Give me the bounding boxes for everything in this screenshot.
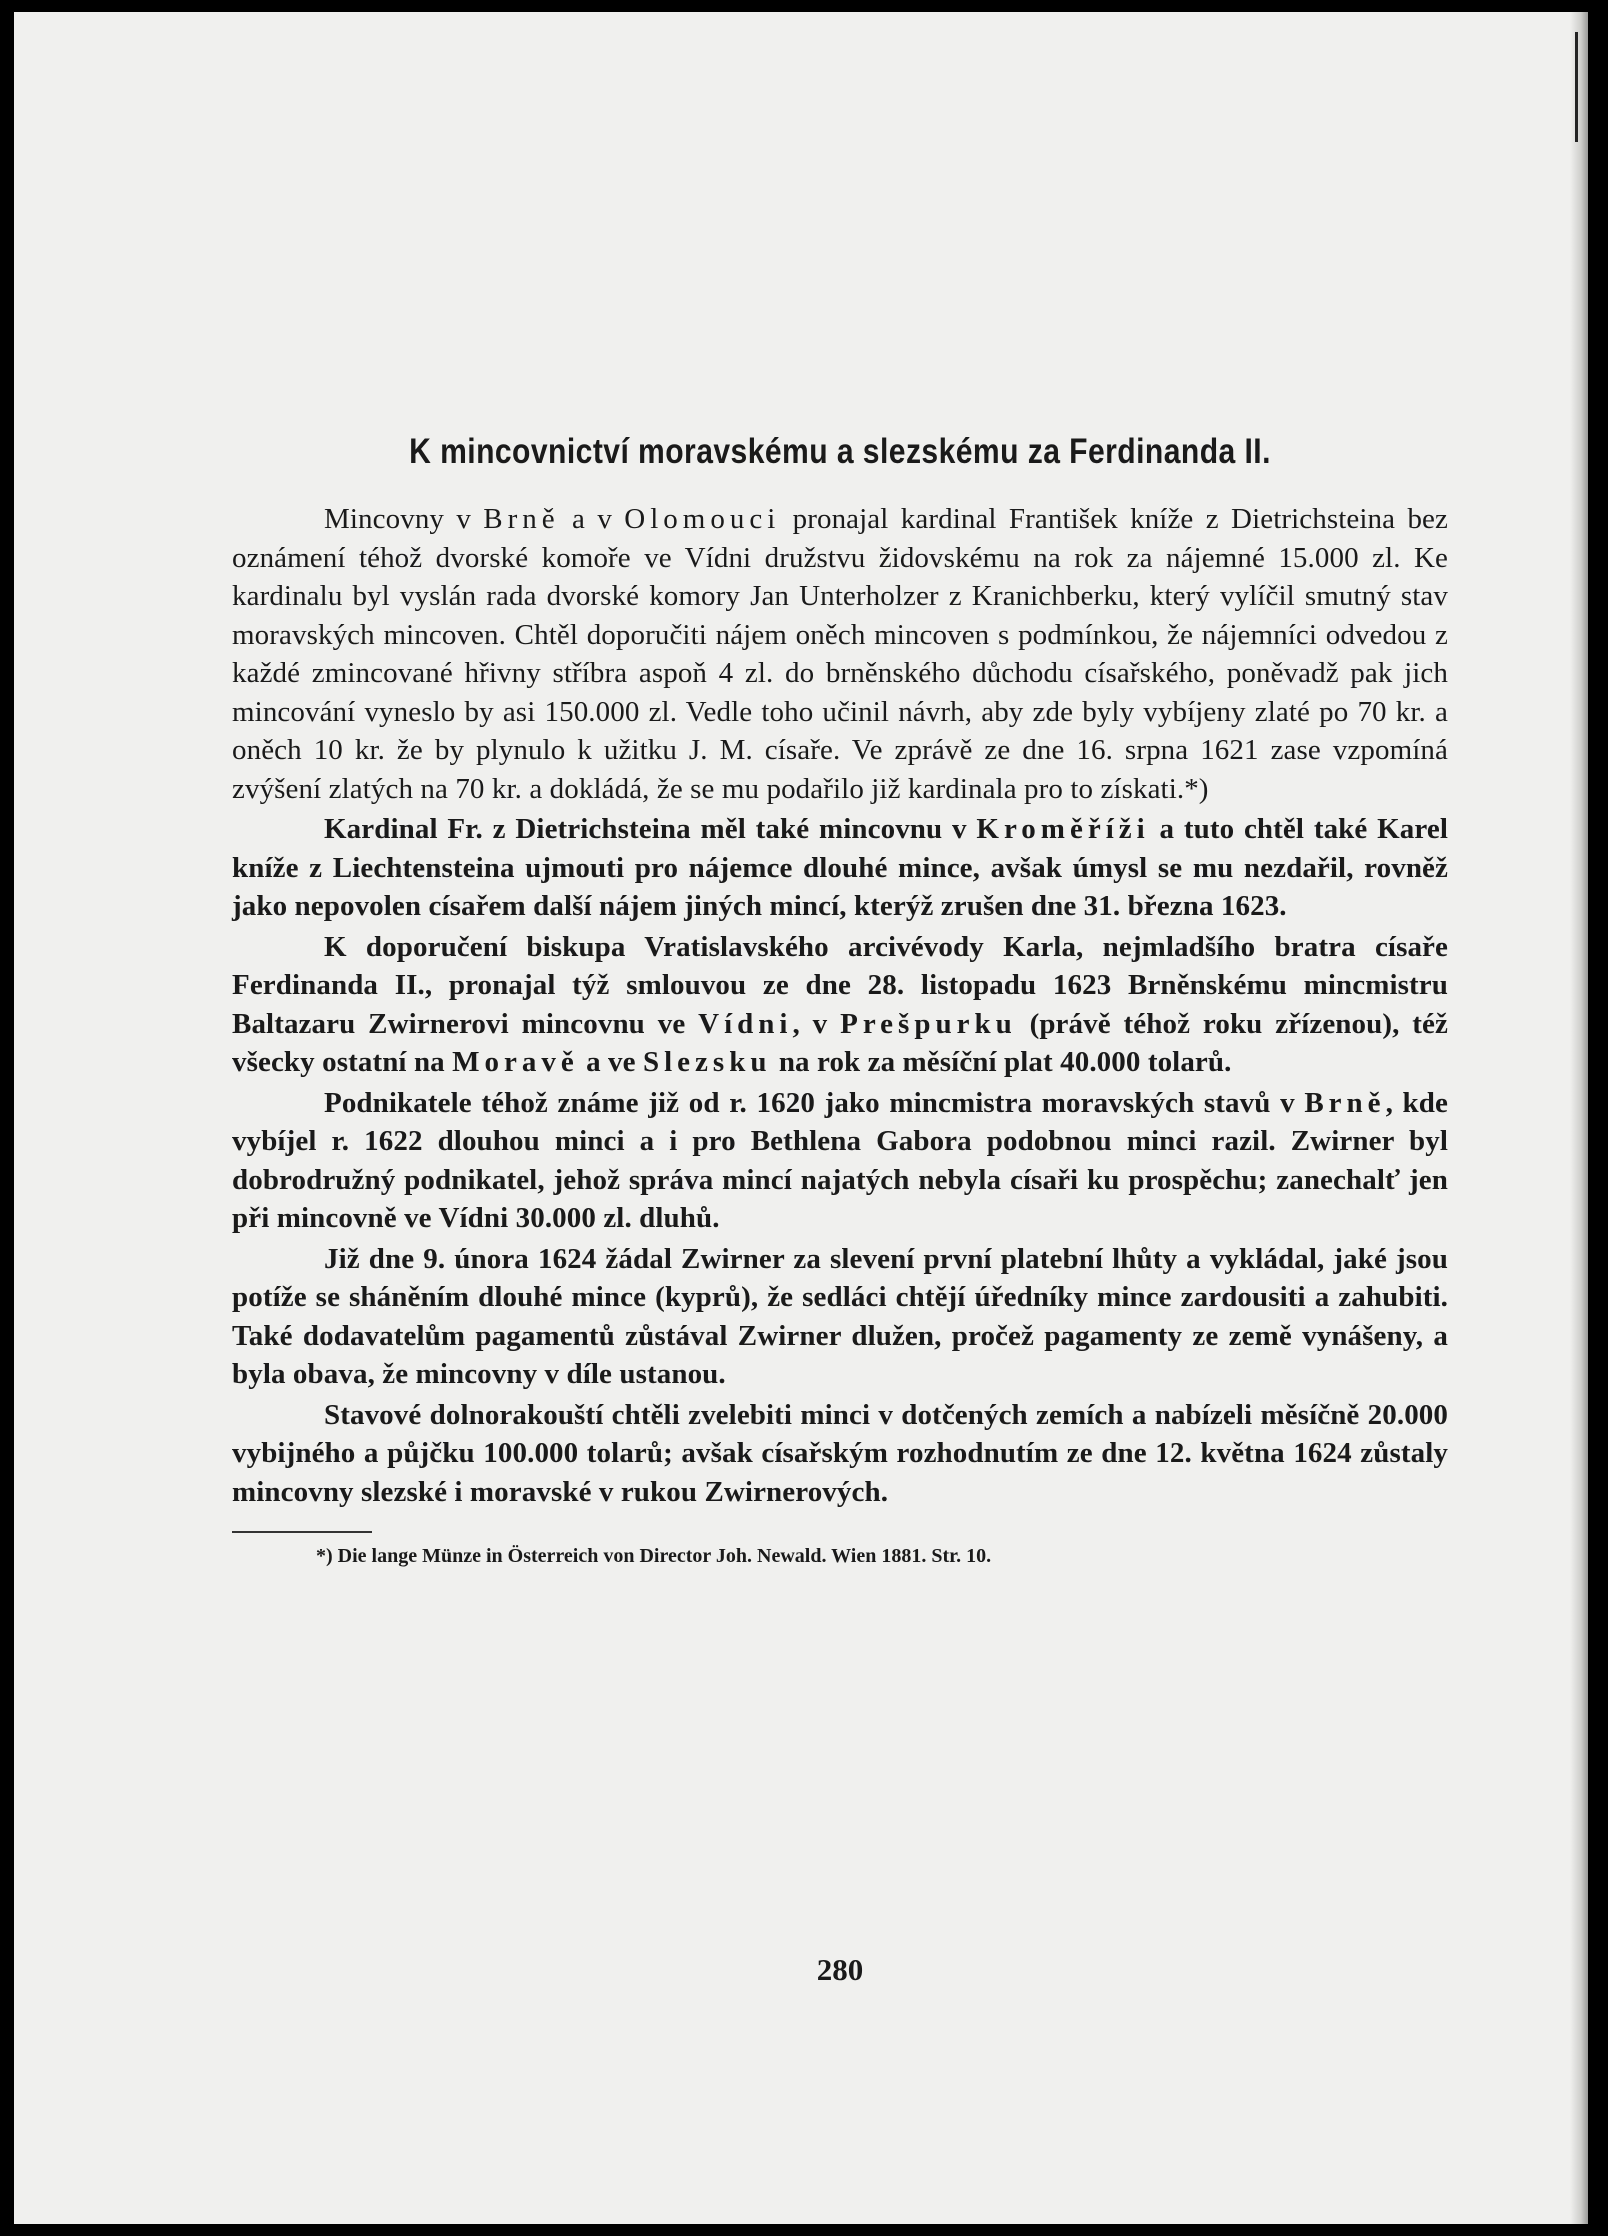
paragraph-1: Mincovny v Brně a v Olomouci pronajal kardinal František kníže z Dietrichsteina bez oznámení téhož dvorské komoře ve Vídni družstvu židovskému na rok za nájemné 15.000 zl. Ke kardinalu byl vyslán rada dvorské komory Jan Unterholzer z Kranichberku, který vylíčil smutný stav moravských mincoven. Chtěl doporučiti nájem oněch mincoven s podmínkou, že nájemníci odvedou z každé zmincované hřivny stříbra aspoň 4 zl. do brněnského důchodu císařského, poněvadž pak jich mincování vyneslo by asi 150.000 zl. Vedle toho učinil návrh, aby zde byly vybíjeny zlaté po 70 kr. a oněch 10 kr. že by plynulo k užitku J. M. císaře. Ve zprávě ze dne 16. srpna 1621 zase vzpomíná zvýšení zlatých na 70 kr. a dokládá, že se mu podařilo již kardinala pro to získati.*) [232, 503, 1448, 805]
binding-mark [1575, 32, 1584, 142]
page-content [232, 432, 1448, 1987]
footnote: *) Die lange Münze in Österreich von Director Joh. Newald. Wien 1881. Str. 10. [316, 1545, 992, 1567]
page-number: 280 [816, 1952, 864, 1987]
paragraph-5: Již dne 9. února 1624 žádal Zwirner za slevení první platební lhůty a vykládal, jaké jsou potíže se sháněním dlouhé mince (kyprů), že sedláci chtějí úředníky mince zardousiti a zahubiti. Také dodavatelům pagamentů zůstával Zwirner dlužen, pročež pagamenty ze země vynášeny, a byla obava, že mincovny v díle ustanou. [232, 1242, 1448, 1390]
footnote-divider [232, 1531, 372, 1533]
book-page [14, 12, 1588, 2224]
paragraph-2: Kardinal Fr. z Dietrichsteina měl také mincovnu v Kroměříži a tuto chtěl také Karel kníže z Liechtensteina ujmouti pro nájemce dlouhé mince, avšak úmysl se mu nezdařil, rovněž jako nepovolen císařem další nájem jiných mincí, kterýž zrušen dne 31. března 1623. [232, 813, 1448, 922]
page-edge-shadow [1570, 12, 1588, 2224]
paragraph-3: K doporučení biskupa Vratislavského arcivévody Karla, nejmladšího bratra císaře Ferdinanda II., pronajal týž smlouvou ze dne 28. listopadu 1623 Brněnskému mincmistru Baltazaru Zwirnerovi mincovnu ve Vídni, v Prešpurku (právě téhož roku zřízenou), též všecky ostatní na Moravě a ve Slezsku na rok za měsíční plat 40.000 tolarů. [232, 930, 1448, 1078]
page-title: K mincovnictví moravskému a slezskému za Ferdinanda II. [409, 432, 1271, 471]
paragraph-6: Stavové dolnorakouští chtěli zvelebiti minci v dotčených zemích a nabízeli měsíčně 20.000 vybijného a půjčku 100.000 tolarů; avšak císařským rozhodnutím ze dne 12. května 1624 zůstaly mincovny slezské i moravské v rukou Zwirnerových. [232, 1398, 1448, 1508]
paragraph-4: Podnikatele téhož známe již od r. 1620 jako mincmistra moravských stavů v Brně, kde vybíjel r. 1622 dlouhou minci a i pro Bethlena Gabora podobnou minci razil. Zwirner byl dobrodružný podnikatel, jehož správa mincí najatých nebyla císaři ku prospěchu; zanechalť jen při mincovně ve Vídni 30.000 zl. dluhů. [232, 1086, 1448, 1234]
